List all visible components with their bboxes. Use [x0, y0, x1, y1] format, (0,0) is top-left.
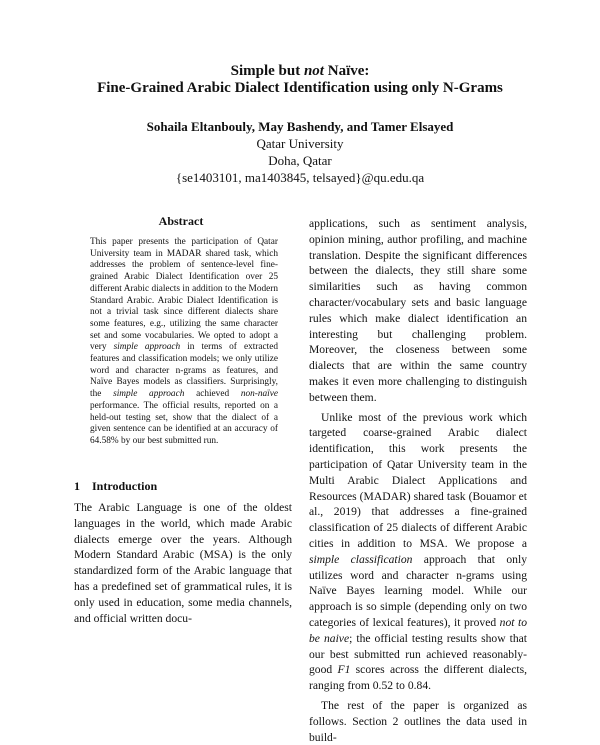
affiliation: Qatar University	[256, 136, 344, 151]
location: Doha, Qatar	[268, 153, 332, 168]
section-number: 1	[74, 479, 80, 493]
abstract-heading: Abstract	[158, 214, 204, 228]
body-paragraph: Unlike most of the previous work which targeted coarse-grained Arabic dialect identification, this work presents the participation of Qatar University team in the Multi Arabic Dialect Applications and Resources (MADAR) shared task (Bouamor et al., 2019) that addresses a fine-grained classification of 25 dialects of different Arabic cities in addition to MSA. We propose a simple classification approach that only utilizes word and character n-grams using Naïve Bayes learning model. While our approach is so simple (depending only on two categories of lexical features), it proved not to be naive; the official testing results show that our best submitted run achieved reasonably-good F1 scores across the different dialects, ranging from 0.52 to 0.84.	[309, 410, 527, 693]
author-block	[0, 118, 600, 186]
section-heading-introduction	[74, 479, 157, 494]
body-paragraph: applications, such as sentiment analysis, opinion mining, author profiling, and machine translation. Despite the significant differences between the dialects, they still share some similarities such as having common character/vocabulary sets and basic language rules which make dialect identification an interesting but challenging problem. Moreover, the closeness between some dialects that are within the same country makes it even more challenging to distinguish between them.	[309, 217, 527, 404]
body-paragraph: The rest of the paper is organized as follows. Section 2 outlines the data used in build-	[309, 698, 527, 744]
author-emails: {se1403101, ma1403845, telsayed}@qu.edu.qa	[175, 170, 425, 185]
paper-title-line1: Simple but not Naïve:	[230, 63, 370, 79]
right-column	[309, 216, 527, 745]
introduction-paragraph: The Arabic Language is one of the oldest languages in the world, which made Arabic dialects emerge over the years. Although Modern Standard Arabic (MSA) is the only standardized form of the Arabic language that has a predefined set of grammatical rules, it is only used in education, some media channels, and official written docu-	[74, 501, 292, 625]
abstract-text: This paper presents the participation of Qatar University team in MADAR shared task, which addresses the problem of sentence-level fine-grained Arabic Dialect Identification over 25 different Arabic dialects in addition to the Modern Standard Arabic. Arabic Dialect Identification is not a trivial task since different dialects share some features, e.g., utilizing the same character set and some vocabularies. We opted to adopt a very simple approach in terms of extracted features and classification models; we only utilize word and character n-grams as features, and Naïve Bayes models as classifiers. Surprisingly, the simple approach achieved non-naïve performance. The official results, reported on a held-out testing set, show that the dialect of a given sentence can be identified at an accuracy of 64.58% by our best submitted run.	[90, 237, 279, 446]
paper-title-line2: Fine-Grained Arabic Dialect Identification using only N-Grams	[97, 80, 503, 96]
section-title: Introduction	[92, 479, 158, 493]
author-names: Sohaila Eltanbouly, May Bashendy, and Tamer Elsayed	[146, 119, 454, 134]
